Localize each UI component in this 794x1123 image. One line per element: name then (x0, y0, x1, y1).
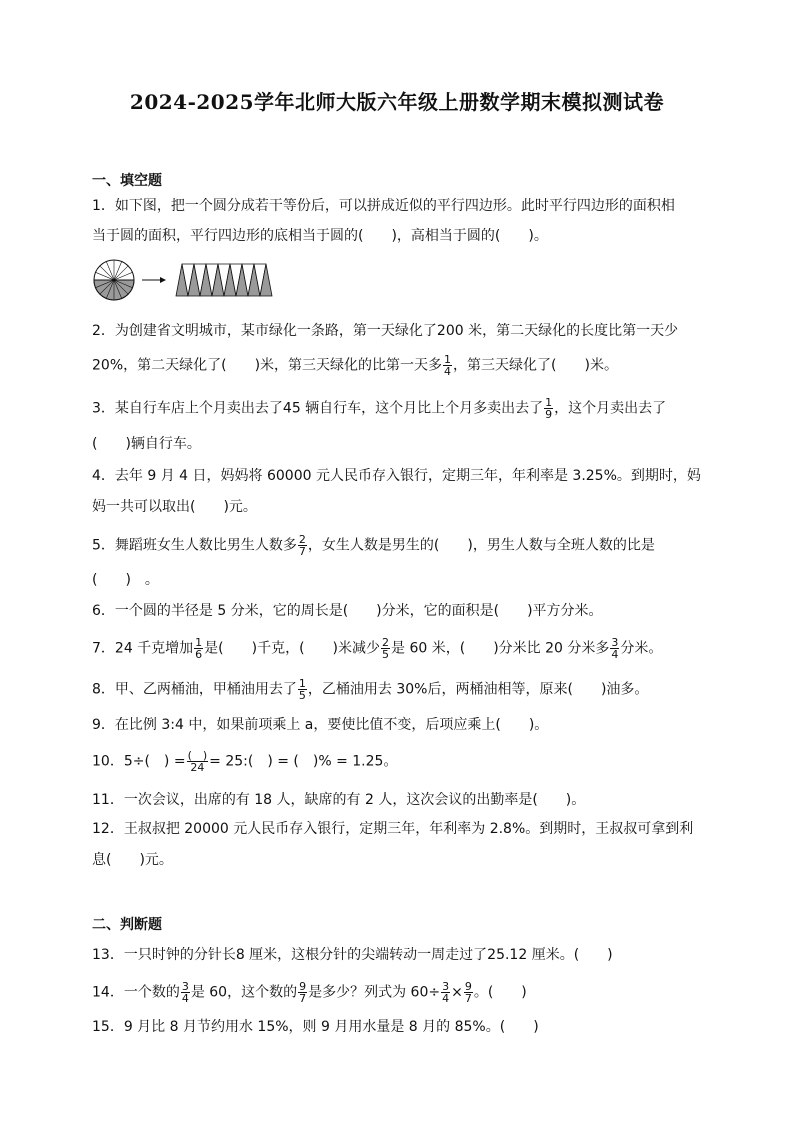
fraction-denominator: 5 (382, 648, 390, 661)
fraction-numerator: 1 (298, 677, 306, 690)
question-6: 6．一个圆的半径是 5 分米，它的周长是( )分米，它的面积是( )平方分米。 (92, 603, 603, 619)
question-5-text-b: ，女生人数是男生的( )，男生人数与全班人数的比是 (307, 537, 655, 554)
fraction (443, 354, 452, 377)
question-10-text-b: = 25:( ) = ( )% = 1.25。 (209, 753, 398, 770)
question-2-text-b: ，第三天绿化了( )米。 (453, 357, 618, 374)
fraction-denominator: 7 (464, 992, 472, 1005)
fraction (194, 637, 203, 660)
arrow-icon (142, 277, 166, 283)
circle-to-parallelogram-figure (92, 258, 292, 302)
fraction-denominator: 6 (195, 648, 203, 661)
divided-circle-icon (94, 260, 134, 300)
fraction-denominator: 24 (190, 761, 205, 774)
question-5-line-2: ( ) 。 (92, 572, 159, 588)
fraction (544, 397, 553, 420)
question-14 (92, 981, 527, 1004)
fraction-numerator: 9 (464, 980, 472, 993)
question-7-text-a: 7．24 千克增加 (92, 640, 194, 657)
question-14-text-c: 是多少？列式为 60÷ (308, 984, 441, 1001)
question-3-line-1 (92, 397, 666, 420)
section-heading-fill-blank: 一、填空题 (92, 173, 162, 189)
question-4-line-1: 4．去年 9 月 4 日，妈妈将 60000 元人民币存入银行，定期三年，年利率是 3.25%。到期时，妈 (92, 468, 701, 484)
question-4-line-2: 妈一共可以取出( )元。 (92, 499, 257, 515)
question-10 (92, 750, 397, 773)
fraction-denominator: 5 (298, 689, 306, 702)
fraction-numerator: 3 (181, 980, 189, 993)
question-1-line-2: 当于圆的面积，平行四边形的底相当于圆的( )，高相当于圆的( )。 (92, 228, 548, 244)
fraction-denominator: 7 (298, 545, 306, 558)
question-5-text-a: 5．舞蹈班女生人数比男生人数多 (92, 537, 297, 554)
question-7-text-d: 分米。 (620, 640, 663, 657)
question-2-line-2 (92, 354, 618, 377)
question-8-text-b: ，乙桶油用去 30%后，两桶油相等，原来( )油多。 (307, 681, 649, 698)
question-14-text-e: 。( ) (473, 984, 527, 1001)
question-2-text-a: 20%，第二天绿化了( )米，第三天绿化的比第一天多 (92, 357, 443, 374)
fraction (298, 678, 307, 701)
fraction-denominator: 9 (545, 408, 553, 421)
fraction-denominator: 7 (299, 992, 307, 1005)
question-14-text-a: 14．一个数的 (92, 984, 180, 1001)
question-14-text-b: 是 60，这个数的 (190, 984, 298, 1001)
question-8-text-a: 8．甲、乙两桶油，甲桶油用去了 (92, 681, 297, 698)
fraction-denominator: 4 (442, 992, 450, 1005)
fraction (298, 981, 307, 1004)
fraction-numerator: 2 (298, 533, 306, 546)
fraction (381, 637, 390, 660)
fraction-numerator: 1 (195, 636, 203, 649)
page-title: 2024-2025学年北师大版六年级上册数学期末模拟测试卷 (129, 90, 665, 114)
section-heading-true-false: 二、判断题 (92, 917, 162, 933)
question-11: 11．一次会议，出席的有 18 人，缺席的有 2 人，这次会议的出勤率是( )。 (92, 792, 586, 808)
question-3-line-2: ( )辆自行车。 (92, 436, 201, 452)
fraction (464, 981, 473, 1004)
question-7-text-b: 是( )千克，( )米减少 (204, 640, 381, 657)
question-8 (92, 678, 648, 701)
question-3-text-a: 3．某自行车店上个月卖出去了45 辆自行车，这个月比上个月多卖出去了 (92, 400, 544, 417)
fraction-denominator: 4 (444, 365, 452, 378)
fraction-numerator: ( ) (187, 749, 208, 762)
fraction-numerator: 9 (299, 980, 307, 993)
fraction-numerator: 1 (545, 396, 553, 409)
question-7-text-c: 是 60 米，( )分米比 20 分米多 (391, 640, 610, 657)
question-15: 15．9 月比 8 月节约用水 15%，则 9 月用水量是 8 月的 85%。( ) (92, 1019, 539, 1035)
question-12-line-1: 12．王叔叔把 20000 元人民币存入银行，定期三年，年利率为 2.8%。到期时，王叔叔可拿到利 (92, 821, 694, 837)
question-10-text-a: 10．5÷( ) = (92, 753, 186, 770)
question-9: 9．在比例 3:4 中，如果前项乘上 a，要使比值不变，后项应乘上( )。 (92, 717, 549, 733)
fraction (441, 981, 450, 1004)
fraction (610, 637, 619, 660)
question-14-text-d: × (451, 984, 463, 1001)
fraction (187, 750, 209, 773)
fraction (298, 534, 307, 557)
fraction (181, 981, 190, 1004)
fraction-numerator: 3 (442, 980, 450, 993)
question-12-line-2: 息( )元。 (92, 852, 173, 868)
question-5-line-1 (92, 534, 655, 557)
question-1-line-1: 1．如下图，把一个圆分成若干等份后，可以拼成近似的平行四边形。此时平行四边形的面积相 (92, 198, 675, 214)
question-7 (92, 637, 662, 660)
fraction-numerator: 2 (382, 636, 390, 649)
fraction-numerator: 3 (611, 636, 619, 649)
fraction-denominator: 4 (611, 648, 619, 661)
question-2-line-1: 2．为创建省文明城市，某市绿化一条路，第一天绿化了200 米，第二天绿化的长度比第一天少 (92, 323, 679, 339)
fraction-numerator: 1 (444, 353, 452, 366)
question-13: 13．一只时钟的分针长8 厘米，这根分针的尖端转动一周走过了25.12 厘米。( ) (92, 947, 613, 963)
question-3-text-b: ，这个月卖出去了 (554, 400, 667, 417)
parallelogram-icon (176, 264, 272, 296)
fraction-denominator: 4 (181, 992, 189, 1005)
